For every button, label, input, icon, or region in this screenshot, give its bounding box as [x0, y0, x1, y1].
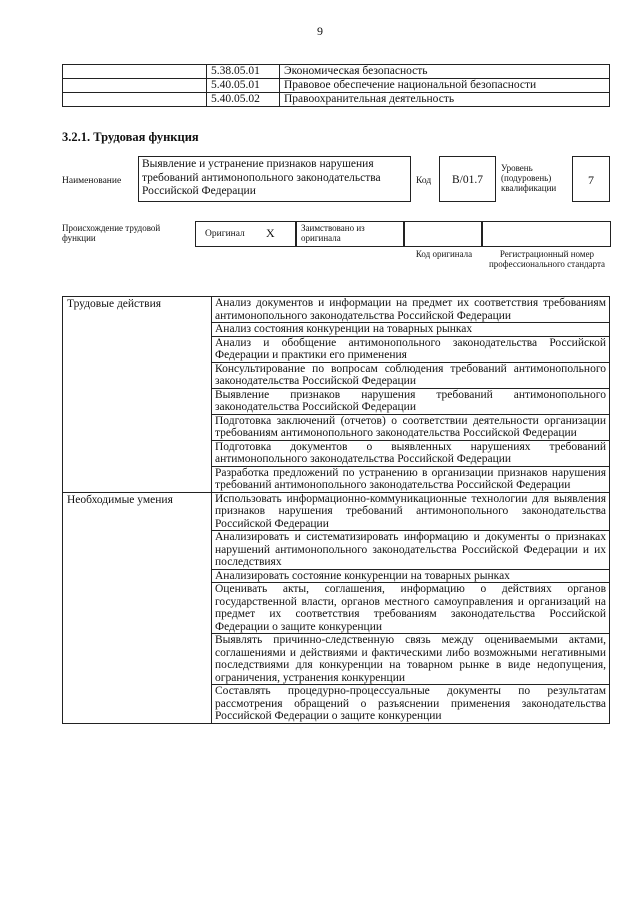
table-row	[63, 79, 610, 93]
list-item: Подготовка заключений (отчетов) о соответствии деятельности организации требованиям антимонопольного законодательства Российской Федерации	[212, 414, 610, 440]
code-cell: 5.40.05.01	[207, 79, 280, 93]
table-row	[63, 65, 610, 79]
list-item: Анализ и обобщение антимонопольного законодательства Российской Федерации и практики его применения	[212, 336, 610, 362]
table-cell-empty	[63, 79, 207, 93]
code-name-cell: Экономическая безопасность	[280, 65, 610, 79]
list-item: Анализ документов и информации на предмет их соответствия требованиям антимонопольного законодательства Российской Федерации	[212, 297, 610, 323]
list-item: Составлять процедурно-процессуальные документы по результатам рассмотрения обращений о разъяснении применения законодательства Российской Федерации о защите конкуренции	[212, 685, 610, 724]
name-label: Наименование	[62, 176, 122, 186]
borrowed-cell	[295, 221, 405, 247]
code-original-label: Код оригинала	[415, 249, 473, 259]
list-item: Анализ состояния конкуренции на товарных рынках	[212, 323, 610, 337]
list-item: Анализировать состояние конкуренции на товарных рынках	[212, 569, 610, 583]
code-value: B/01.7	[452, 174, 483, 186]
reg-number-label: Регистрационный номер профессионального стандарта	[488, 249, 606, 269]
list-item: Выявление признаков нарушения требований антимонопольного законодательства Российской Федерации	[212, 388, 610, 414]
level-value: 7	[588, 173, 594, 187]
name-value: Выявление и устранение признаков нарушения требований антимонопольного законодательства Российской Федерации	[142, 158, 381, 197]
list-item: Консультирование по вопросам соблюдения требований антимонопольного законодательства Российской Федерации	[212, 362, 610, 388]
list-item: Разработка предложений по устранению в организации признаков нарушения требований антимонопольного законодательства Российской Федерации	[212, 466, 610, 492]
level-box	[572, 156, 610, 202]
list-item: Анализировать и систематизировать информацию и документы о признаках нарушений антимонопольного законодательства Российской Федерации и их последствиях	[212, 531, 610, 570]
reg-number-cell	[481, 221, 611, 247]
table-row	[63, 297, 610, 323]
table-cell-empty	[63, 93, 207, 107]
borrowed-label: Заимствовано из оригинала	[301, 223, 365, 243]
original-cell	[195, 221, 297, 247]
labor-function-table	[62, 296, 610, 724]
code-name-cell: Правовое обеспечение национальной безопасности	[280, 79, 610, 93]
original-label: Оригинал	[205, 229, 245, 239]
code-label: Код	[416, 176, 432, 186]
codes-table	[62, 64, 610, 107]
code-original-cell	[403, 221, 483, 247]
name-box	[138, 156, 411, 202]
list-item: Выявлять причинно-следственную связь между оцениваемыми актами, соглашениями и действиями и фактическими либо возможными негативными последствиями для конкуренции на товарном рынке в виде недопущения, ограничения, устранения конкуренции	[212, 634, 610, 685]
section-title: 3.2.1. Трудовая функция	[62, 130, 199, 144]
table-row	[63, 492, 610, 531]
level-label: Уровень (подуровень) квалификации	[501, 163, 557, 193]
category-cell: Необходимые умения	[63, 492, 212, 723]
list-item: Оценивать акты, соглашения, информацию о действиях органов государственной власти, органов местного самоуправления и организаций на предмет их соответствия требованиям законодательства Российской Федерации о защите конкуренции	[212, 583, 610, 634]
list-item: Подготовка документов о выявленных нарушениях требований антимонопольного законодательства Российской Федерации	[212, 440, 610, 466]
code-cell: 5.40.05.02	[207, 93, 280, 107]
code-cell: 5.38.05.01	[207, 65, 280, 79]
page-number: 9	[317, 24, 323, 38]
table-row	[63, 93, 610, 107]
table-cell-empty	[63, 65, 207, 79]
code-box	[439, 156, 496, 202]
original-mark: X	[266, 226, 275, 240]
code-name-cell: Правоохранительная деятельность	[280, 93, 610, 107]
origin-label: Происхождение трудовой функции	[62, 223, 161, 243]
category-cell: Трудовые действия	[63, 297, 212, 493]
list-item: Использовать информационно-коммуникационные технологии для выявления признаков нарушения требований антимонопольного законодательства Российской Федерации	[212, 492, 610, 531]
